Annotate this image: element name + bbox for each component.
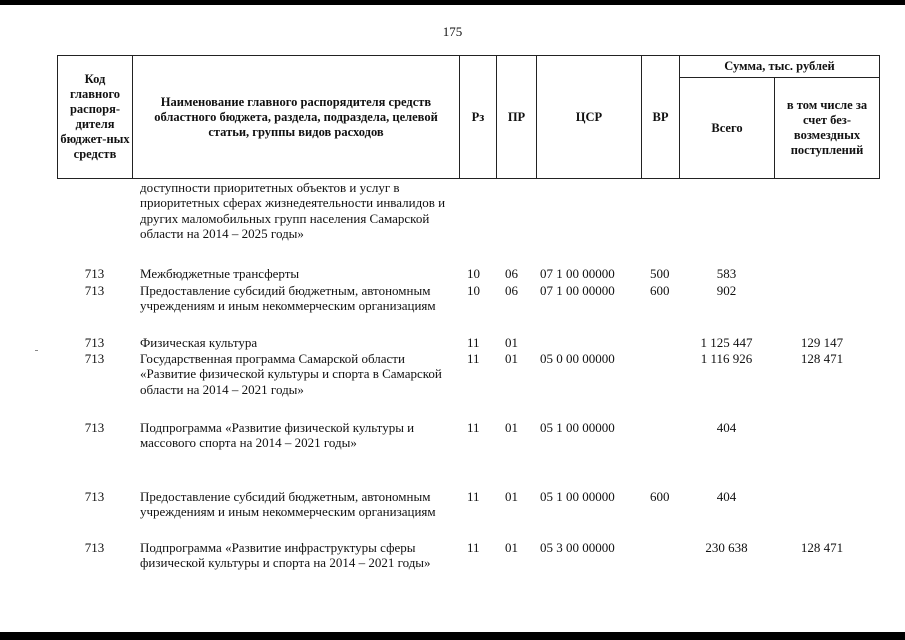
- row-total: 1 125 447: [700, 335, 753, 350]
- row-csr: 05 0 00 00000: [540, 351, 615, 366]
- row-incl: 129 147: [800, 335, 844, 350]
- row-vr: 600: [650, 283, 670, 298]
- table-header: [57, 55, 879, 179]
- row-total: 902: [716, 283, 737, 298]
- row-rz: 11: [467, 489, 480, 504]
- row-code: 713: [84, 266, 105, 281]
- row-rz: 11: [467, 335, 480, 350]
- row-name: Предоставление субсидий бюджетным, автономным учреждениям и иным некоммерческим организациям: [140, 283, 436, 314]
- row-rz: 11: [467, 420, 480, 435]
- row-pr: 06: [505, 283, 518, 298]
- row-name: Подпрограмма «Развитие физической культуры и массового спорта на 2014 – 2021 годы»: [140, 420, 415, 451]
- scan-top-border: [0, 0, 905, 5]
- header-csr: ЦСР: [537, 56, 642, 179]
- row-csr: 05 3 00 00000: [540, 540, 615, 555]
- header-pr: ПР: [497, 56, 537, 179]
- row-csr: 05 1 00 00000: [540, 489, 615, 504]
- row-name: доступности приоритетных объектов и услуг в приоритетных сферах жизнедеятельности инвалидов и других маломобильных групп населения Самарской области на 2014 – 2025 годы»: [140, 180, 446, 242]
- row-rz: 11: [467, 351, 480, 366]
- header-total: Всего: [680, 78, 775, 179]
- row-total: 404: [716, 489, 737, 504]
- row-code: 713: [84, 540, 105, 555]
- header-rz: Рз: [460, 56, 497, 179]
- row-total: 583: [716, 266, 737, 281]
- row-vr: 500: [650, 266, 670, 281]
- row-pr: 01: [505, 351, 518, 366]
- row-csr: 07 1 00 00000: [540, 266, 615, 281]
- row-rz: 11: [467, 540, 480, 555]
- header-name: Наименование главного распорядителя средств областного бюджета, раздела, подраздела, целевой статьи, группы видов расходов: [133, 56, 460, 179]
- row-name: Подпрограмма «Развитие инфраструктуры сферы физической культуры и спорта на 2014 – 2021 годы»: [140, 540, 431, 571]
- page-number: 175: [442, 24, 463, 39]
- header-vr: ВР: [642, 56, 680, 179]
- scan-speck: [35, 350, 38, 351]
- row-rz: 10: [467, 266, 480, 281]
- row-total: 230 638: [705, 540, 748, 555]
- row-pr: 01: [505, 540, 518, 555]
- row-csr: 07 1 00 00000: [540, 283, 615, 298]
- header-code: Код главного распоря-дителя бюджет-ных средств: [58, 56, 133, 179]
- row-rz: 10: [467, 283, 480, 298]
- row-csr: 05 1 00 00000: [540, 420, 615, 435]
- row-name: Государственная программа Самарской области «Развитие физической культуры и спорта в Самарской области на 2014 – 2021 годы»: [140, 351, 442, 397]
- row-name: Физическая культура: [140, 335, 258, 350]
- row-incl: 128 471: [800, 540, 844, 555]
- row-name: Предоставление субсидий бюджетным, автономным учреждениям и иным некоммерческим организациям: [140, 489, 436, 520]
- row-pr: 01: [505, 489, 518, 504]
- row-total: 1 116 926: [700, 351, 753, 366]
- row-code: 713: [84, 335, 105, 350]
- row-pr: 06: [505, 266, 518, 281]
- row-name: Межбюджетные трансферты: [140, 266, 300, 281]
- row-code: 713: [84, 420, 105, 435]
- row-total: 404: [716, 420, 737, 435]
- scan-bottom-border: [0, 632, 905, 640]
- row-code: 713: [84, 351, 105, 366]
- row-vr: 600: [650, 489, 670, 504]
- row-incl: 128 471: [800, 351, 844, 366]
- header-incl: в том числе за счет без-возмездных поступлений: [775, 78, 880, 179]
- row-pr: 01: [505, 420, 518, 435]
- row-code: 713: [84, 283, 105, 298]
- row-code: 713: [84, 489, 105, 504]
- header-sum: Сумма, тыс. рублей: [680, 56, 880, 78]
- row-pr: 01: [505, 335, 518, 350]
